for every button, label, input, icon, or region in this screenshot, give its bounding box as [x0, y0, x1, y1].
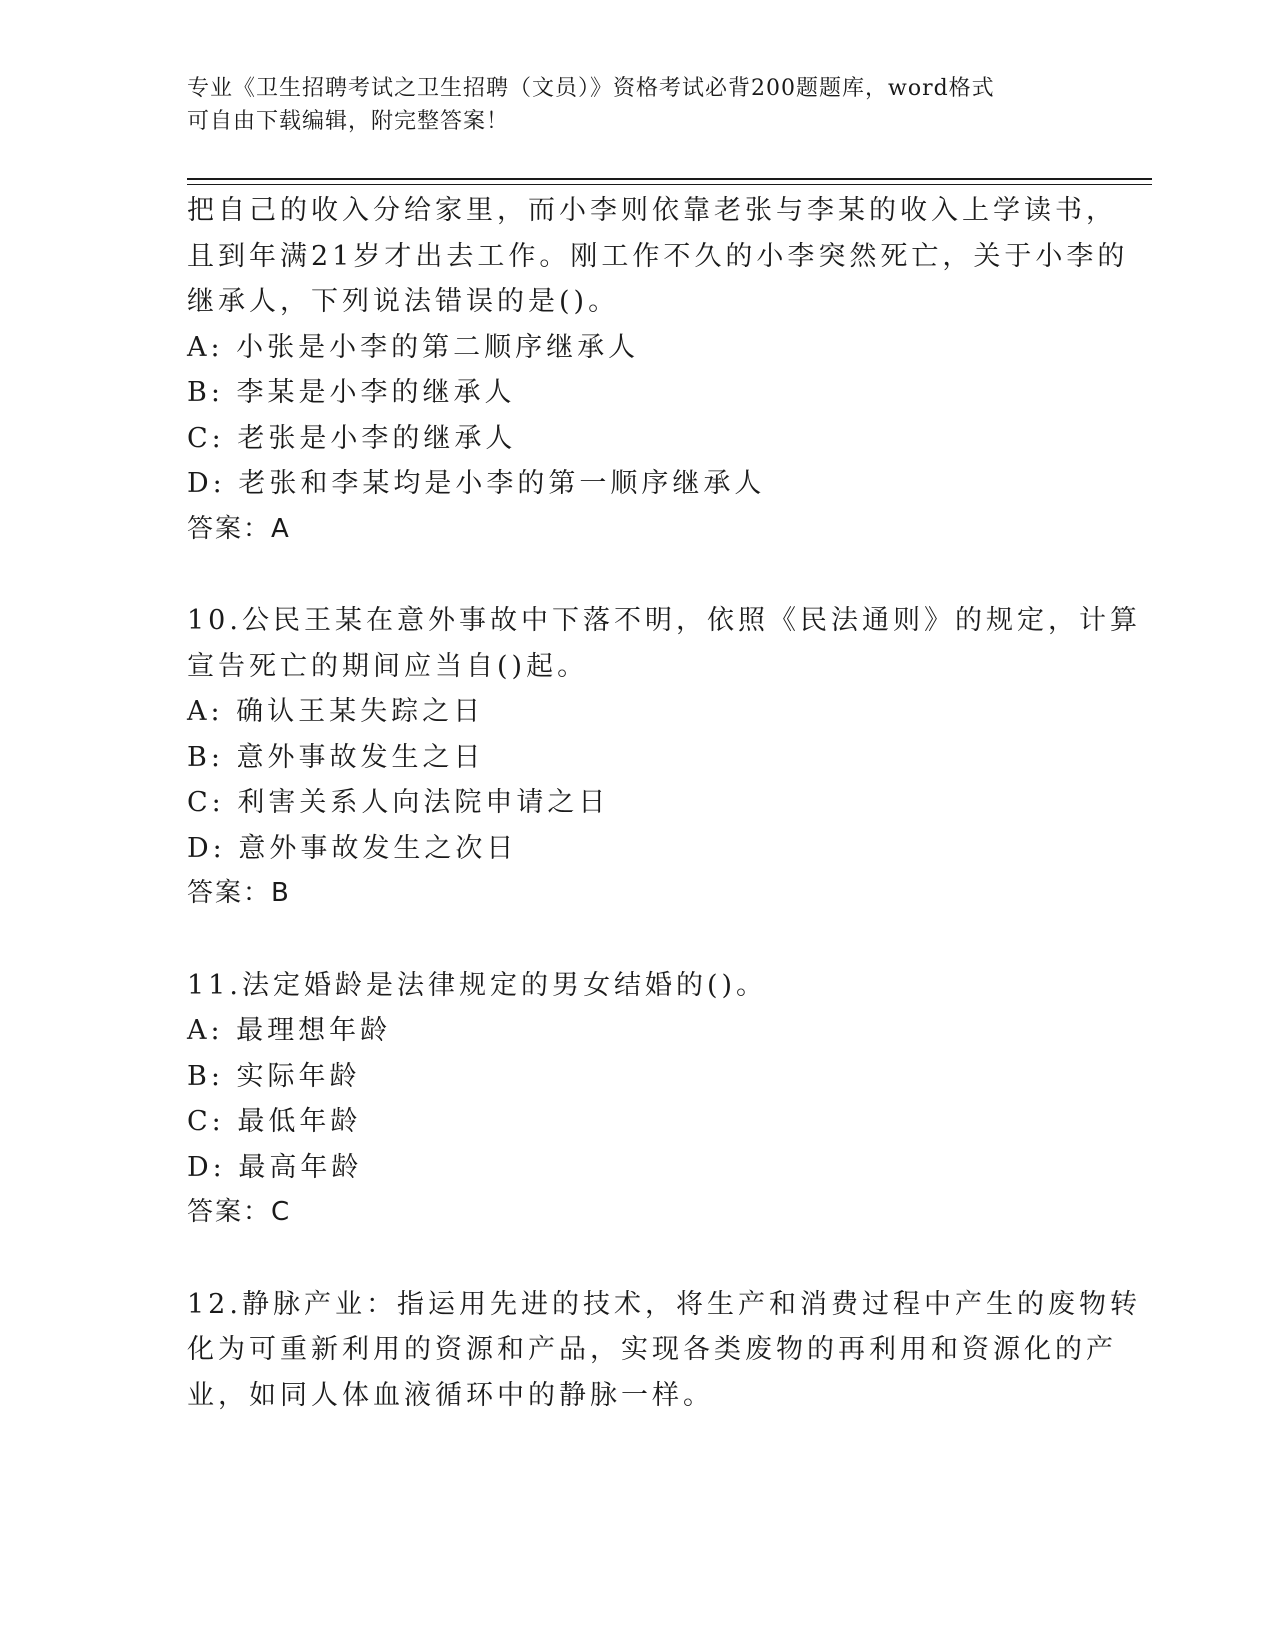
option-c: C: 利害关系人向法院申请之日: [187, 787, 610, 818]
question-11: [187, 963, 1087, 1236]
option-a: A: 最理想年龄: [187, 1015, 392, 1046]
header-rule-thin: [187, 184, 1152, 185]
header-title-line-2: 可自由下载编辑，附完整答案！: [187, 109, 510, 134]
header-rule-thick: [187, 178, 1152, 180]
spacer: [187, 552, 1087, 598]
option-a: A: 小张是小李的第二顺序继承人: [187, 331, 640, 363]
question-stem-line: 宣告死亡的期间应当自()起。: [187, 650, 589, 682]
question-10: [187, 598, 1141, 917]
answer-line: 答案：A: [187, 513, 291, 544]
answer-line: 答案：B: [187, 878, 291, 908]
question-stem-line: 12.静脉产业：指运用先进的技术，将生产和消费过程中产生的废物转: [187, 1288, 1141, 1320]
document-header: [187, 72, 1067, 138]
option-b: B: 实际年龄: [187, 1060, 361, 1092]
option-d: D: 最高年龄: [187, 1151, 363, 1183]
header-title-line-1: 专业《卫生招聘考试之卫生招聘（文员）》资格考试必背200题题库，word格式: [187, 76, 995, 101]
question-list: [187, 188, 1141, 1418]
question-stem-line: 继承人，下列说法错误的是()。: [187, 286, 620, 317]
option-b: B: 意外事故发生之日: [187, 741, 485, 773]
option-c: C: 最低年龄: [187, 1106, 362, 1137]
option-d: D: 老张和李某均是小李的第一顺序继承人: [187, 468, 766, 499]
question-stem-line: 化为可重新利用的资源和产品，实现各类废物的再利用和资源化的产: [187, 1334, 1117, 1365]
answer-line: 答案：C: [187, 1197, 292, 1227]
option-d: D: 意外事故发生之次日: [187, 832, 518, 864]
question-12: [187, 1282, 1141, 1419]
question-stem-line: 11.法定婚龄是法律规定的男女结婚的()。: [187, 969, 768, 1001]
question-stem-line: 业，如同人体血液循环中的静脉一样。: [187, 1379, 714, 1411]
question-9: [187, 188, 1129, 552]
question-stem-line: 且到年满21岁才出去工作。刚工作不久的小李突然死亡，关于小李的: [187, 240, 1129, 272]
spacer: [187, 1236, 1087, 1282]
question-stem-line: 把自己的收入分给家里，而小李则依靠老张与李某的收入上学读书，: [187, 195, 1117, 226]
option-b: B: 李某是小李的继承人: [187, 377, 516, 408]
option-c: C: 老张是小李的继承人: [187, 422, 517, 454]
spacer: [187, 917, 1087, 963]
option-a: A: 确认王某失踪之日: [187, 696, 485, 727]
question-stem-line: 10.公民王某在意外事故中下落不明，依照《民法通则》的规定，计算: [187, 605, 1141, 636]
